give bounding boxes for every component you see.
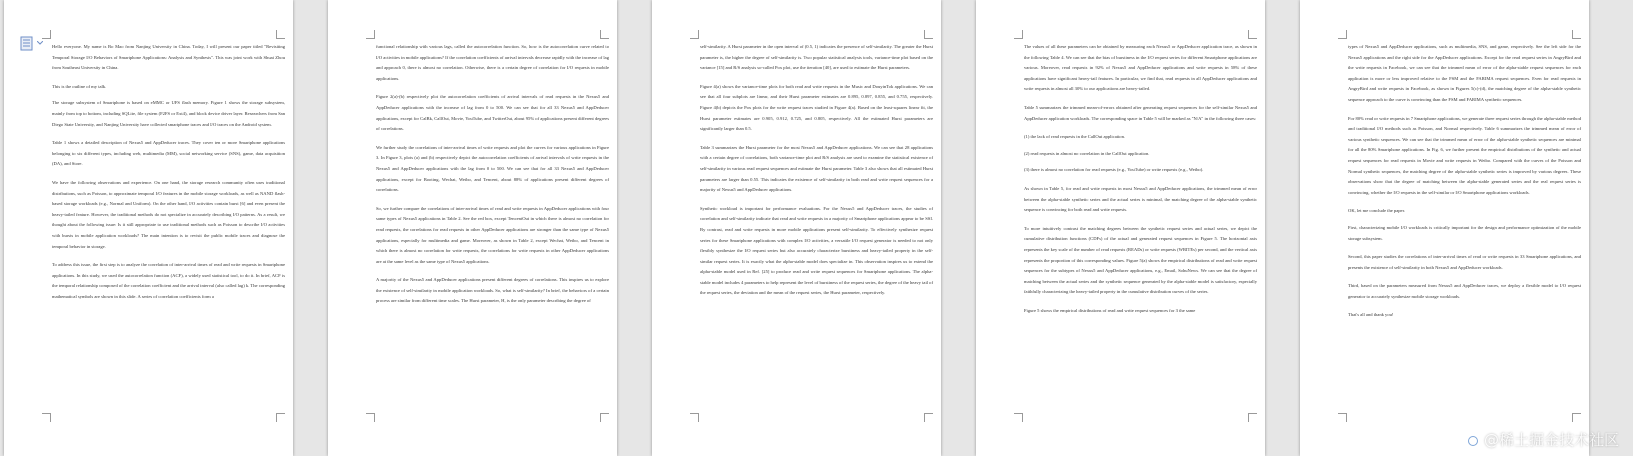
paragraph: A majority of the Nexus5 and AppDeducer applications present different degrees of correlations. This inspires us to explore the existence of self-similarity in mobile application workloads. So, what is self-similarity? In brief, the behaviors of a certain process are similar from different time scales. The Hurst parameter, H, is the only parameter describing the degree of [376,277,609,304]
paragraph: We have the following observations and experience. On one hand, the storage research community often uses traditional distributions, such as Poisson, to approximate temporal I/O features in the mobile storage workloads, as well as NAND flash-based storage workloads (e.g., Normal and Uniform). On the other hand, I/O activities contain burst [6] and even present the heavy-tailed feature. However, the traditional methods do not specialize in accurately describing I/O patterns. As a result, we thought about the following issue: Is it still appropriate to use traditional methods such as Poisson to describe I/O activities with bursts in mobile application workloads? The main intention is to revisit the public mobile traces and diagnose the temporal behavior in storage. [52,179,285,249]
paragraph: Hello everyone. My name is Bo Mao from Nanjing University in China. Today, I will present our paper titled "Revisiting Temporal Storage I/O Behaviors of Smartphone Applications: Analysis and Synthesis". This was joint work with Shuai Zhou from Southeast University in China. [52,44,285,71]
paragraph: As shown in Table 5, for read and write requests in most Nexus5 and AppDeducer applications, the trimmed mean of error between the alpha-stable synthetic series and the actual series is minimal, the matching degree of the alpha-stable synthetic sequence is convincing for both read and write requests. [1024,185,1257,213]
margin-mark-top-left [1014,30,1023,39]
paragraph: The storage subsystem of Smartphone is based on eMMC or UFS flash memory. Figure 1 shows the storage subsystem, mainly from top to bottom, including SQLite, file system (F2FS or Ext4), and block device driver layer. Researchers from San Diego State University, and Nanjing University have collected smartphone traces and I/O traces on the Android system. [52,100,285,127]
margin-mark-top-right [600,30,609,39]
margin-mark-top-right [276,30,285,39]
page-body [1348,42,1581,329]
paragraph: self-similarity. A Hurst parameter in the open interval of (0.5, 1) indicates the presence of self-similarity. The greater the Hurst parameter is, the higher the degree of self-similarity is. Two popular statistical analysis tools, variance-time plot based on the variance [15] and R/S analysis so-called Pox plot, use the iteration [40], are used to estimate the Hurst parameters. [700,44,933,71]
margin-mark-bottom-right [276,413,285,422]
paragraph: types of Nexus5 and AppDeducer applications, such as multimedia, SNS, and game, respectively. See the left side for the Nexus5 applications and the right side for the AppDeducer applications. Except for the read request series in AngryBird and the write requests in Facebook, we can see that the trimmed mean of error of the alpha-stable request sequences for each application is more or less improved relative to the FSM and the FARIMA request sequences. Even for read requests in AngryBird and write requests in Facebook, as shown in Figures 5(c)-(d), the matching degree of the alpha-stable synthetic sequence approach to the curve is convincing than the FSM and FARIMA synthetic sequences. [1348,44,1581,102]
margin-mark-top-right [1572,30,1581,39]
margin-mark-top-right [924,30,933,39]
margin-mark-bottom-left [1338,413,1347,422]
paragraph: Figure 5 shows the empirical distributions of read and write request sequences for 3 the same [1024,307,1196,313]
paragraph: Synthetic workload is important for performance evaluations. For the Nexus5 and AppDeducer traces, the studies of correlation and self-similarity indicate that read and write requests in a majority of Smartphone applications appear to be SSI. By contrast, read and write requests in more mobile applications present self-similarity. To effectively synthesize request series for these Smartphone applications with complex I/O activities, a versatile I/O request generator is needed to not only flexibly synthesize the I/O request series but also accurately characterize burstiness and heavy-tailed property in the self-similar request series. It is exactly what the alpha-stable model does specialize in. This observation inspires us to extend the alpha-stable model used in Ref. [25] to produce read and write request sequences for Smartphone applications. The alpha-stable model includes 4 parameters to help represent the level of burstiness of the request series, the degree of the heavy tail of the request series, the deviation and the mean of the request series, the Hurst parameter, respectively. [700,205,933,296]
margin-mark-bottom-right [1572,413,1581,422]
document-page-2 [328,0,617,456]
margin-mark-bottom-left [366,413,375,422]
margin-mark-top-right [1248,30,1257,39]
page-body [1024,42,1257,324]
margin-mark-bottom-right [600,413,609,422]
paragraph: To address this issue, the first step is to analyze the correlation of inter-arrival times of read and write requests in Smartphone applications. In this study, we used the autocorrelation function (ACF), a widely used statistical tool, to do it. In brief, ACF is the temporal relationship composed of the correlation coefficient and the arrival interval (also called lag) k. The corresponding mathematical symbols are shown in this slide. A series of correlation coefficients form a [52,262,285,299]
paragraph: Second, this paper studies the correlations of inter-arrival times of read or write requests in 33 Smartphone applications, and presents the existence of self-similarity in both Nexus5 and AppDeducer workloads. [1348,254,1581,270]
page-body [700,42,933,307]
paragraph: That's all and thank you! [1348,312,1394,318]
paragraph: For 80% read or write requests in 7 Smartphone applications, we generate three request series through the alpha-stable method and traditional I/O methods such as Poisson, and Normal respectively. Table 6 summarizes the trimmed mean of error of various synthetic sequences. We can see that the trimmed mean of error of the alpha-stable synthetic sequences are minimal for all the 80% Smartphone applications. In Fig. 6, we further present the empirical distributions of the synthetic and actual request sequences for read requests in Movie and write requests in Weibo. Compared with the curves of the Poisson and Normal synthetic sequences, the matching degree of the alpha-stable synthetic series is improved by various degrees. These observations show that the degree of matching between the alpha-stable generated series and the real request series is convincing, whether the I/O requests in the self-similar or I/O Smartphone applications workloads. [1348,115,1581,195]
margin-mark-bottom-left [690,413,699,422]
margin-mark-bottom-left [1014,413,1023,422]
watermark [1463,429,1619,450]
paragraph: This is the outline of my talk. [52,83,107,89]
paragraph: (1) the lack of read requests in the CallOut application. [1024,134,1126,140]
paragraph: The values of all these parameters can be obtained by measuring each Nexus5 or AppDeducer application trace, as shown in the following Table 4. We can see that the bias of burstiness in the I/O request series for different Smartphone applications are various. Moreover, read requests in 92% of Nexus5 and AppDeducer applications and write requests in 58% of these applications have significant heavy-tail features. In particular, we find that, read requests in all AppDeducer applications and write requests in almost all 30% to our applications are heavy-tailed. [1024,44,1257,92]
paragraph: Figure 4(a) shows the variance-time plots for both read and write requests in the Music and DouyinTok applications. We can see that all four subplots are linear, and their Hurst parameter estimates are 0.895, 0.897, 0.855, and 0.755, respectively. Figure 4(b) depicts the Pox plots for the write request traces studied in Figure 4(a). Based on the least-squares linear fit, the Hurst parameter estimates are 0.905, 0.912, 0.725, and 0.805, respectively. All the estimated Hurst parameters are significantly larger than 0.5. [700,83,933,132]
page-body [376,42,609,315]
paragraph: First, characterizing mobile I/O workloads is critically important for the design and performance optimization of the mobile storage subsystem. [1348,224,1581,241]
margin-mark-top-left [1338,30,1347,39]
paragraph: (3) there is almost no correlation for read requests (e.g., YouTube) or write requests (e.g., Weibo). [1024,167,1204,173]
document-page-1 [4,0,293,456]
chevron-down-icon [37,41,43,45]
margin-mark-top-left [42,30,51,39]
paragraph: Table 3 summarizes the Hurst parameter for the most Nexus5 and AppDeducer applications. We can see that 28 applications with a certain degree of correlations, both variance-time plot and R/S analysis are used to examine the statistical existence of self-similarity in various read request sequences and estimate the Hurst parameter. Table 3 also shows that all estimated Hurst parameters are larger than 0.55. This indicates the existence of self-similarity in both read and write request sequences for a majority of Nexus5 and AppDeducer applications. [700,144,933,193]
margin-mark-top-left [690,30,699,39]
paragraph: Table 1 shows a detailed description of Nexus5 and AppDeducer traces. They cover ten or more Smartphone applications belonging to six different types, including web, multimedia (MM), social networking service (SNS), game, data acquisition (DA), and Store. [52,140,285,167]
paragraph: Figure 2(a)-(b) respectively plot the autocorrelation coefficients of arrival intervals of read requests in the Nexus5 and AppDeducer applications with the increase of lag from 0 to 500. We can see that for all 33 Nexus5 and AppDeducer applications, except for CalBk, CallOut, Movie, YouTube, and TwitterOut, about 95% of applications present different degrees of correlations. [376,94,609,132]
watermark-text: @稀土掘金技术社区 [1483,431,1619,449]
margin-mark-bottom-right [1248,413,1257,422]
paragraph: We further study the correlations of inter-arrival times of write requests and plot the curves for various applications in Figure 3. In Figure 3, plots (a) and (b) respectively depict the autocorrelation coefficients of arrival intervals of write requests in the Nexus5 and AppDeducer applications with the lag from 0 to 500. We can see that for all 33 Nexus5 and AppDeducer applications, except for Booting, Wechat, Weibo, and Tencent, about 88% of applications present different degrees of correlations. [376,144,609,193]
paragraph: OK, let me conclude the paper. [1348,208,1406,214]
watermark-logo-icon [1463,431,1481,449]
margin-mark-top-left [366,30,375,39]
paragraph: functional relationship with various lags, called the autocorrelation function. So, how is the autocorrelation curve related to I/O activities in mobile applications? If the correlation coefficients of arrival intervals decrease rapidly with the increase of lag and approach 0, there is almost no correlation. Otherwise, there is a certain degree of correlation for I/O requests in mobile applications. [376,44,609,81]
margin-mark-bottom-right [924,413,933,422]
paragraph: Third, based on the parameters measured from Nexus5 and AppDeducer traces, we deploy a flexible model to I/O request generator to accurately synthesize mobile storage workloads. [1348,283,1581,299]
document-page-5 [1300,0,1589,456]
document-options-button[interactable] [20,36,40,52]
paragraph: Table 5 summarizes the trimmed mean-of-errors obtained after generating request sequences for the self-similar Nexus5 and AppDeducer application workloads. The corresponding space in Table 5 will be marked as "N/A" in the following three cases: [1024,104,1257,121]
paragraph: To more intuitively contrast the matching degrees between the synthetic request series and actual series, we depict the cumulative distribution functions (CDFs) of the actual and generated request sequences in Figure 5. The horizontal axis represents the key scale of the number of read requests (READs) or write requests (WRITEs) per second, and the vertical axis represents the proportion of this corresponding values. Figure 5(a) shows the empirical distributions of read and write request sequences for the subtypes of Nexus5 and AppDeducer applications, e.g., Email, SohuNews. We can see that the degree of matching between the actual series and the synthetic sequence generated by the alpha-stable model is satisfactory, especially faithfully characterizing the heavy-tailed property in the cumulative distribution curves of the series. [1024,225,1257,295]
document-page-3 [652,0,941,456]
paragraph: So, we further compare the correlations of inter-arrival times of read and write requests in AppDeducer applications with four same types of Nexus5 applications in Table 2. See the red box, except TencentOut in which there is almost no correlation for read requests, the correlations for read requests in other AppDeducer applications are stronger than the same type of Nexus5 applications, especially for multimedia and game. Moreover, as shown in Table 2, except Wechat, Weibo, and Tencent in which there is almost no correlation for write requests, the correlations for write requests in other AppDeducer applications are at the same level as the same type of Nexus5 applications. [376,205,609,264]
margin-mark-bottom-left [42,413,51,422]
paragraph: (2) read requests in almost no correlation in the CallOut application. [1024,150,1150,156]
document-page-4 [976,0,1265,456]
page-body [52,42,285,310]
